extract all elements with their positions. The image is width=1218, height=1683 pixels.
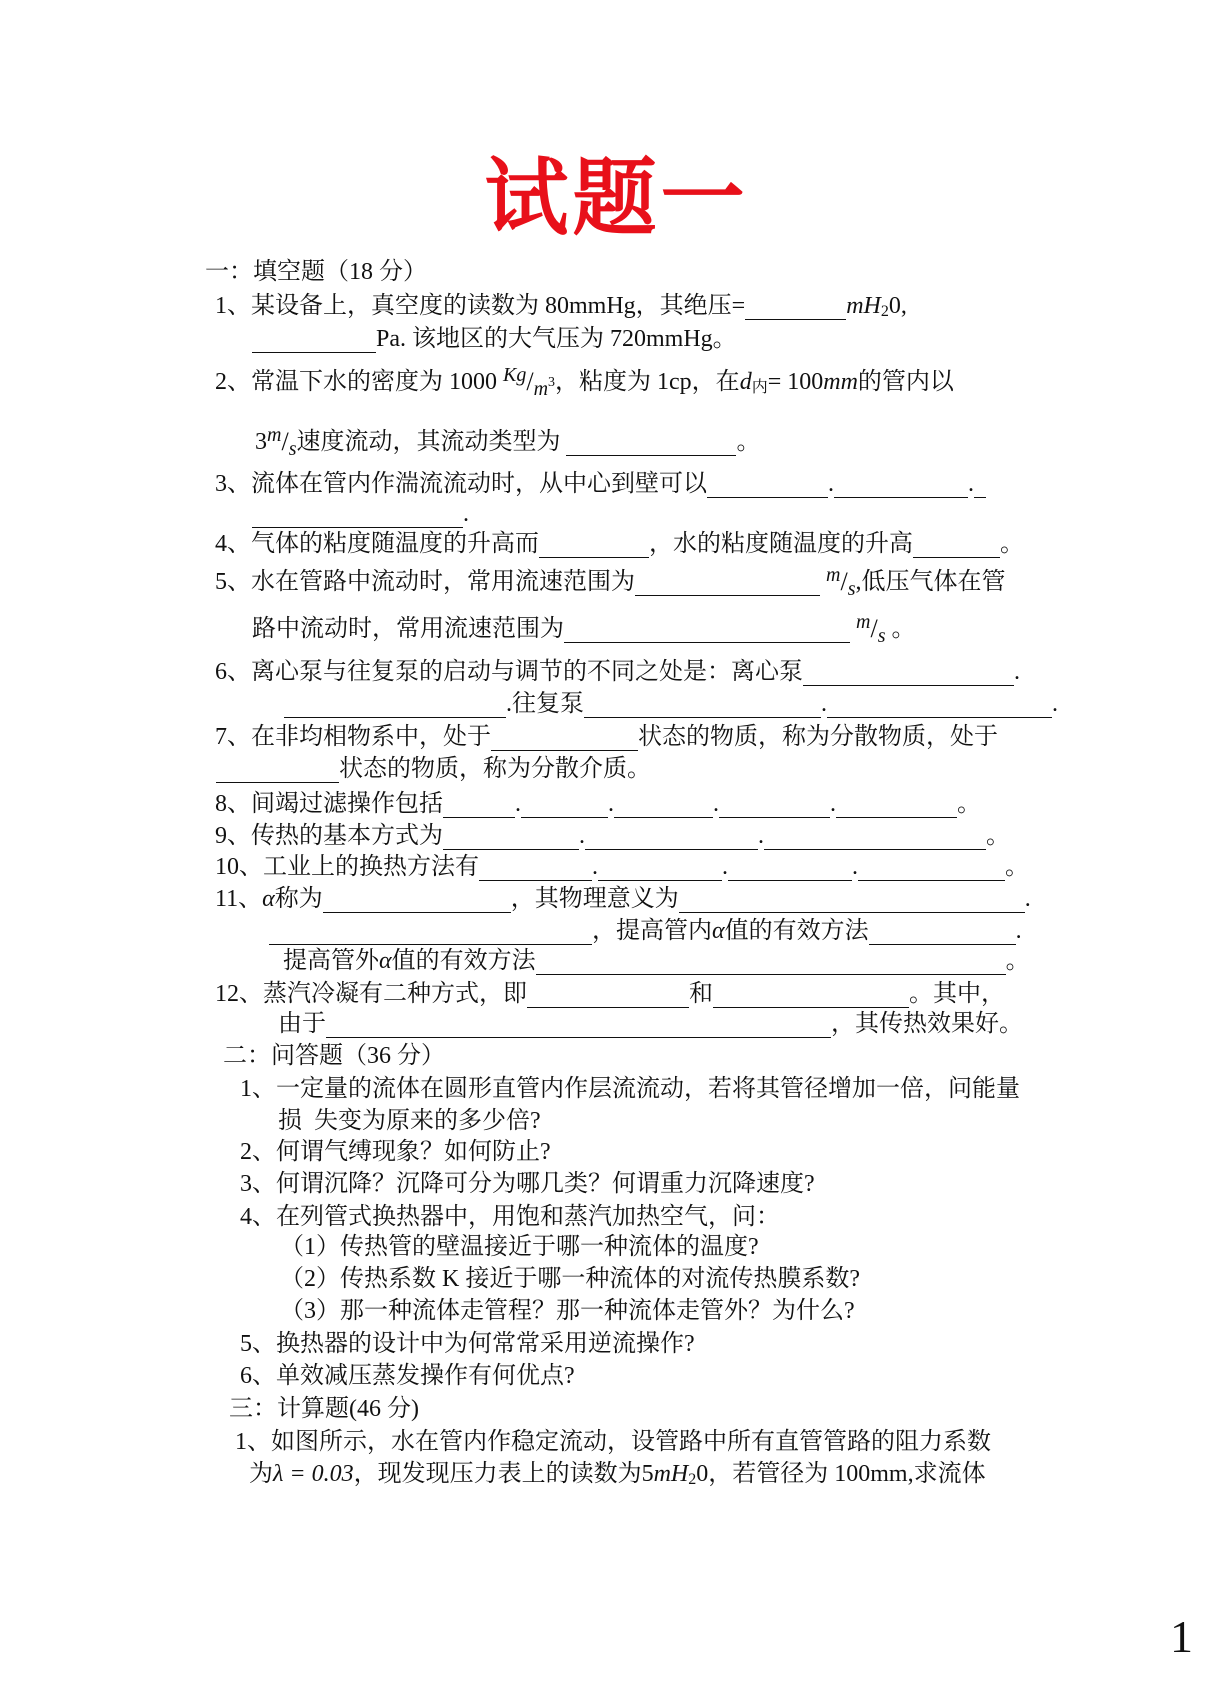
alpha-symbol: α [379,948,392,974]
slash: / [526,367,534,396]
answer-blank[interactable] [443,822,579,850]
section-heading: 三：计算题(46 分) [229,1396,419,1422]
answer-blank[interactable] [564,615,850,643]
text: ，水的粘度随温度的升高 [649,531,913,557]
text: .往复泵 [506,691,584,717]
answer-blank[interactable] [913,530,1000,558]
answer-blank[interactable] [869,917,1016,945]
question-7-cont [216,755,651,783]
question-6 [215,658,1020,686]
question-2 [215,364,954,400]
denominator: s [847,578,856,600]
text: 6、离心泵与往复泵的启动与调节的不同之处是：离心泵 [215,659,803,685]
answer-blank[interactable] [539,530,649,558]
text: 。 [1005,948,1030,974]
question-3-cont [252,500,469,528]
answer-blank[interactable] [858,853,1005,881]
text: 。 [1000,531,1024,557]
section-heading: 一：填空题（18 分） [205,259,427,285]
lambda-value: λ = 0.03 [273,1461,354,1487]
text: . [1052,691,1058,717]
unit: mH [846,293,881,319]
question-4 [215,530,1024,558]
question: 1、如图所示，水在管内作稳定流动，设管路中所有直管管路的阻力系数 [235,1429,991,1455]
answer-blank[interactable] [566,428,736,456]
text: 和 [689,981,713,1007]
text: . [828,471,834,497]
text: ，现发现压力表上的读数为 [353,1461,642,1487]
question-5 [215,564,1006,600]
text: 由于 [278,1011,326,1037]
text: . [1014,659,1020,685]
fraction-m-per-s [267,424,297,460]
unit: mm [823,369,858,395]
answer-blank[interactable] [584,690,821,718]
question-2-cont [255,424,761,460]
text: 9、传热的基本方式为 [215,823,443,849]
text: 速度流动，其流动类型为 [296,429,561,455]
text: 值的有效方法 [391,948,536,974]
alpha-symbol: α [712,918,725,944]
question-5-cont [252,611,916,647]
text: 。 [1005,854,1029,880]
text: 提高管外 [283,948,379,974]
text: 1、某设备上，真空度的读数为 80mmHg，其绝压= [215,293,746,319]
text: 的管内以 [857,369,954,395]
symbol: d [739,369,752,395]
numerator: Kg [503,364,527,386]
answer-blank[interactable] [803,658,1014,686]
sub-question: （2）传热系数 K 接近于哪一种流体的对流传热膜系数? [280,1266,860,1292]
answer-blank[interactable] [707,470,828,498]
question: 6、单效减压蒸发操作有何优点? [240,1363,575,1389]
text: 0, [888,293,907,319]
text: 路中流动时，常用流速范围为 [252,616,564,642]
text: = 100 [767,369,824,395]
page-number: 1 [1170,1611,1193,1662]
answer-blank[interactable] [491,723,638,751]
answer-blank[interactable] [585,822,758,850]
text: 5、水在管路中流动时，常用流速范围为 [215,569,635,595]
question: 1、一定量的流体在圆形直管内作层流流动，若将其管径增加一倍，问能量 [240,1076,1020,1102]
denominator: s [288,438,297,460]
text: 3、流体在管内作湍流流动时，从中心到壁可以 [215,471,707,497]
slash: / [870,614,878,643]
text: 。 [986,823,1010,849]
text: ，其物理意义为 [510,886,679,912]
question-1 [215,292,907,320]
text: ，粘度为 1cp，在 [555,369,740,395]
answer-blank[interactable] [326,1010,831,1038]
answer-blank[interactable] [252,500,463,528]
question-3 [215,470,986,498]
question-11-cont: ，提高管内α值的有效方法 . [269,917,1022,945]
subscript: 2 [880,303,889,320]
slash: / [840,567,848,596]
question-7 [215,723,998,751]
sup: 3 [548,375,556,390]
answer-blank[interactable] [323,885,511,913]
sub-question: （1）传热管的壁温接近于哪一种流体的温度? [280,1234,759,1260]
denominator: s [877,625,886,647]
text: 值的有效方法 [724,918,869,944]
text: ，其传热效果好。 [831,1011,1023,1037]
answer-blank[interactable] [719,790,830,818]
question-12-cont [278,1010,1023,1038]
answer-blank[interactable] [527,980,689,1008]
answer-blank[interactable] [284,690,506,718]
text: 4、气体的粘度随温度的升高而 [215,531,539,557]
answer-blank[interactable] [764,822,986,850]
alpha-symbol: α [262,886,275,912]
answer-blank[interactable] [614,790,713,818]
text: 。 [736,429,761,455]
text: . [463,501,469,527]
denominator [534,375,555,403]
numerator: m [826,564,841,586]
answer-blank[interactable] [836,790,957,818]
text: 。 [891,616,916,642]
answer-blank[interactable] [269,917,592,945]
text: 7、在非均相物系中，处于 [215,724,491,750]
text: . [821,691,827,717]
question-cont: 损 失变为原来的多少倍? [278,1108,541,1134]
subscript: 2 [688,1471,697,1488]
answer-blank[interactable] [521,790,608,818]
text: 。其中， [909,981,1005,1007]
sub-question: （3）那一种流体走管程？那一种流体走管外？为什么? [280,1298,855,1324]
fraction-m-per-s [856,611,886,647]
answer-blank[interactable] [216,755,339,783]
answer-blank[interactable] [679,885,1025,913]
answer-blank[interactable] [827,690,1052,718]
answer-blank[interactable] [443,790,515,818]
unit: mH [653,1461,689,1487]
text: . [968,471,974,497]
answer-blank[interactable] [252,325,376,353]
text: 10、工业上的换热方法有 [215,854,479,880]
numerator: m [267,424,282,446]
fraction-kg-per-m3 [503,364,556,400]
text: 0 [696,1461,709,1487]
answer-blank[interactable] [536,947,1006,975]
section-heading: 二：问答题（36 分） [223,1043,445,1069]
answer-blank[interactable] [728,853,852,881]
den: m [533,378,549,400]
question: 4、在列管式换热器中，用饱和蒸汽加热空气，问： [240,1204,780,1230]
text: Pa. 该地区的大气压为 720mmHg。 [376,326,737,352]
text: ，若管径为 100mm,求流体 [708,1461,986,1487]
text: ,低压气体在管 [855,569,1006,595]
text: ，提高管内 [592,918,712,944]
text: 8、间竭过滤操作包括 [215,791,443,817]
text: 状态的物质，称为分散物质，处于 [638,724,998,750]
answer-blank[interactable] [974,470,986,498]
question: 2、何谓气缚现象？如何防止? [240,1139,551,1165]
text: 11、 [215,886,263,912]
question-6-cont [284,690,1058,718]
text: 12、蒸汽冷凝有二种方式，即 [215,981,527,1007]
question-8: 8、间竭过滤操作包括 . . . . 。 [215,791,981,817]
text: 2、常温下水的密度为 1000 [215,369,497,395]
text: 为 [249,1461,273,1487]
text: 状态的物质，称为分散介质。 [339,756,651,782]
text: 5 [641,1461,654,1487]
page-title: 试题一 [484,153,749,246]
subscript: 内 [751,379,768,396]
slash: / [281,427,289,456]
question-11-cont2 [283,947,1030,975]
answer-blank[interactable] [635,568,820,596]
question: 3、何谓沉降？沉降可分为哪几类？何谓重力沉降速度? [240,1171,815,1197]
answer-blank[interactable] [598,853,722,881]
question-10: 10、工业上的换热方法有 . . . 。 [215,854,1029,880]
answer-blank[interactable] [745,292,846,320]
answer-blank[interactable] [834,470,968,498]
fraction-m-per-s [826,564,856,600]
question-9: 9、传热的基本方式为 . . 。 [215,823,1010,849]
text: 称为 [274,886,323,912]
answer-blank[interactable] [713,980,909,1008]
question-1-cont [252,325,737,353]
text: 3 [255,429,267,455]
text: 。 [957,791,981,817]
question-12 [215,980,1005,1008]
question-cont [249,1460,986,1488]
answer-blank[interactable] [479,853,592,881]
question-11: 11、α称为 ，其物理意义为 . [215,886,1031,912]
numerator: m [856,611,871,633]
question: 5、换热器的设计中为何常常采用逆流操作? [240,1331,695,1357]
